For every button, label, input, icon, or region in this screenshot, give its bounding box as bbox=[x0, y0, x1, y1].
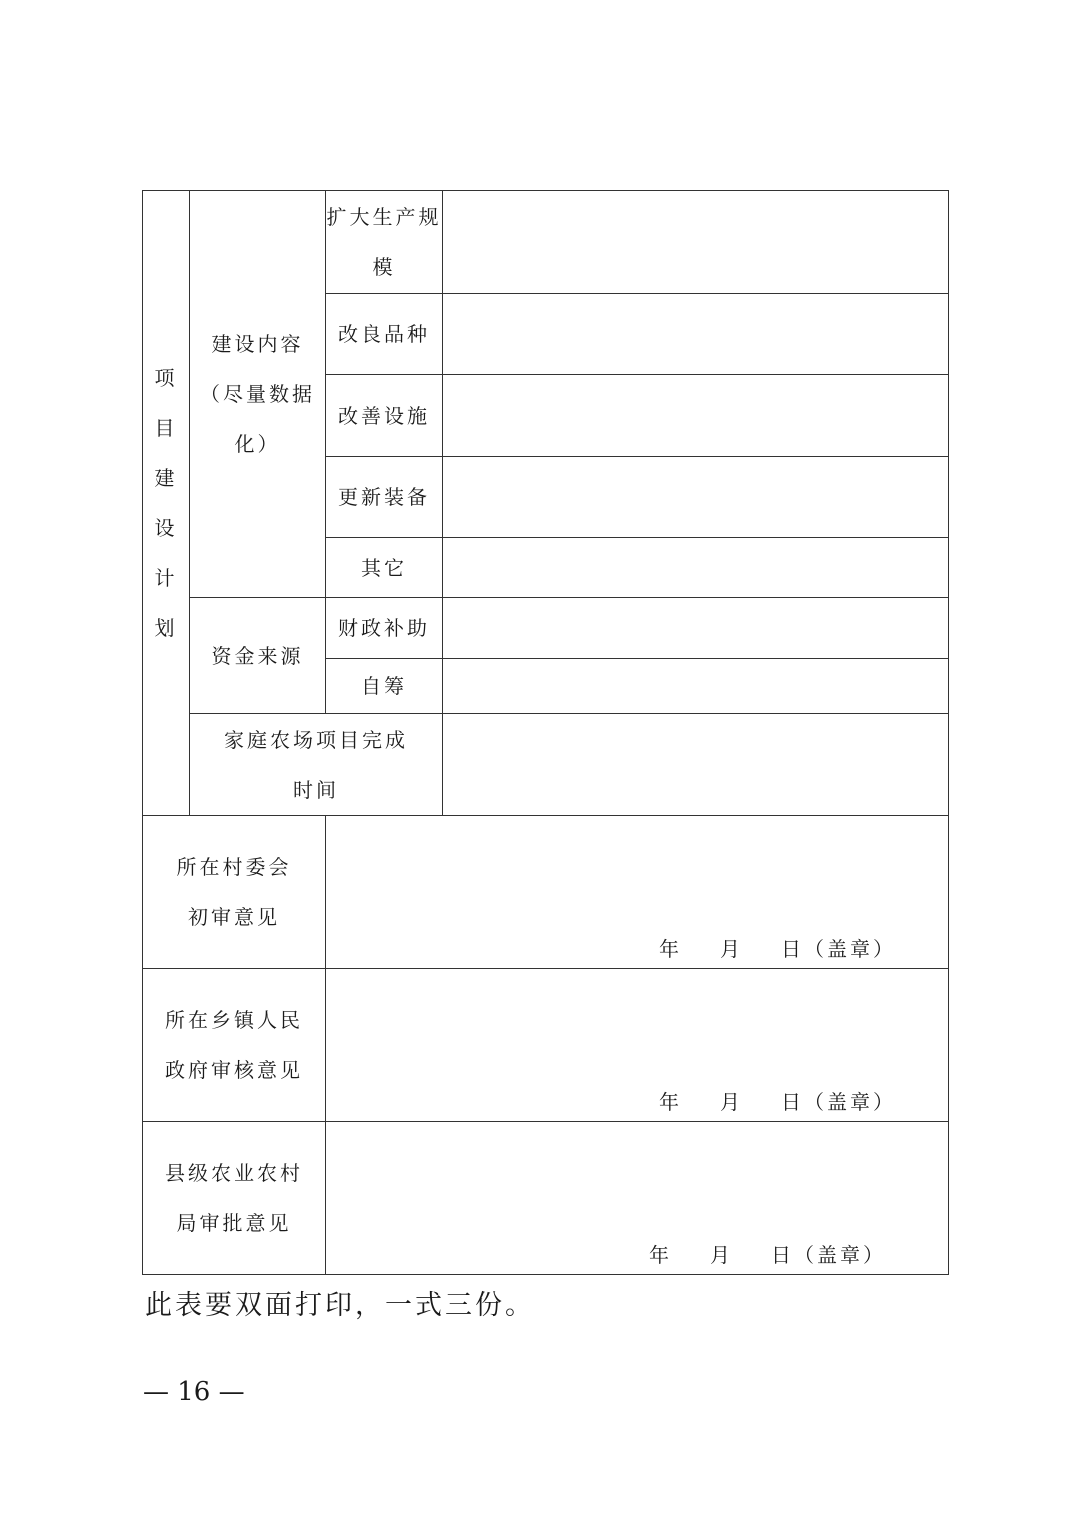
section-char: 项 bbox=[154, 366, 178, 390]
section-char: 目 bbox=[154, 416, 178, 440]
field-completion-time[interactable] bbox=[443, 714, 949, 816]
field-self-raised[interactable] bbox=[443, 659, 949, 714]
field-fiscal-subsidy[interactable] bbox=[443, 598, 949, 659]
day-seal-label: 日（盖章） bbox=[771, 1243, 886, 1267]
section-char: 划 bbox=[154, 616, 178, 640]
completion-time-label: 家庭农场项目完成时间 bbox=[190, 714, 443, 816]
village-committee-opinion-label: 所在村委会初审意见 bbox=[143, 816, 326, 969]
day-seal-label: 日（盖章） bbox=[781, 1090, 896, 1114]
township-government-opinion-label: 所在乡镇人民政府审核意见 bbox=[143, 969, 326, 1122]
field-expand-scale[interactable] bbox=[443, 191, 949, 294]
section-label-project-plan bbox=[143, 191, 190, 816]
item-label-fiscal-subsidy: 财政补助 bbox=[326, 598, 443, 659]
year-label: 年 bbox=[659, 937, 682, 961]
date-seal-line bbox=[659, 934, 896, 964]
year-label: 年 bbox=[649, 1243, 672, 1267]
field-update-equipment[interactable] bbox=[443, 457, 949, 538]
month-label: 月 bbox=[720, 937, 743, 961]
county-agriculture-bureau-opinion-label: 县级农业农村局审批意见 bbox=[143, 1122, 326, 1275]
day-seal-label: 日（盖章） bbox=[781, 937, 896, 961]
page-number: — 16 — bbox=[143, 1377, 245, 1407]
year-label: 年 bbox=[659, 1090, 682, 1114]
date-seal-line bbox=[649, 1240, 886, 1270]
field-other[interactable] bbox=[443, 538, 949, 598]
month-label: 月 bbox=[710, 1243, 733, 1267]
print-note: 此表要双面打印，一式三份。 bbox=[145, 1290, 535, 1321]
construction-content-label: 建设内容（尽量数据化） bbox=[190, 191, 326, 598]
township-government-opinion-field[interactable] bbox=[326, 969, 949, 1122]
item-label-other: 其它 bbox=[326, 538, 443, 598]
item-label-improve-breed: 改良品种 bbox=[326, 294, 443, 375]
month-label: 月 bbox=[720, 1090, 743, 1114]
section-char: 计 bbox=[154, 566, 178, 590]
item-label-improve-facilities: 改善设施 bbox=[326, 375, 443, 457]
application-form-table bbox=[142, 190, 949, 1275]
funding-source-label: 资金来源 bbox=[190, 598, 326, 714]
village-committee-opinion-field[interactable] bbox=[326, 816, 949, 969]
item-label-update-equipment: 更新装备 bbox=[326, 457, 443, 538]
item-label-expand-scale: 扩大生产规模 bbox=[326, 191, 443, 294]
section-char: 设 bbox=[154, 516, 178, 540]
item-label-self-raised: 自筹 bbox=[326, 659, 443, 714]
field-improve-facilities[interactable] bbox=[443, 375, 949, 457]
date-seal-line bbox=[659, 1087, 896, 1117]
field-improve-breed[interactable] bbox=[443, 294, 949, 375]
county-agriculture-bureau-opinion-field[interactable] bbox=[326, 1122, 949, 1275]
section-char: 建 bbox=[154, 466, 178, 490]
